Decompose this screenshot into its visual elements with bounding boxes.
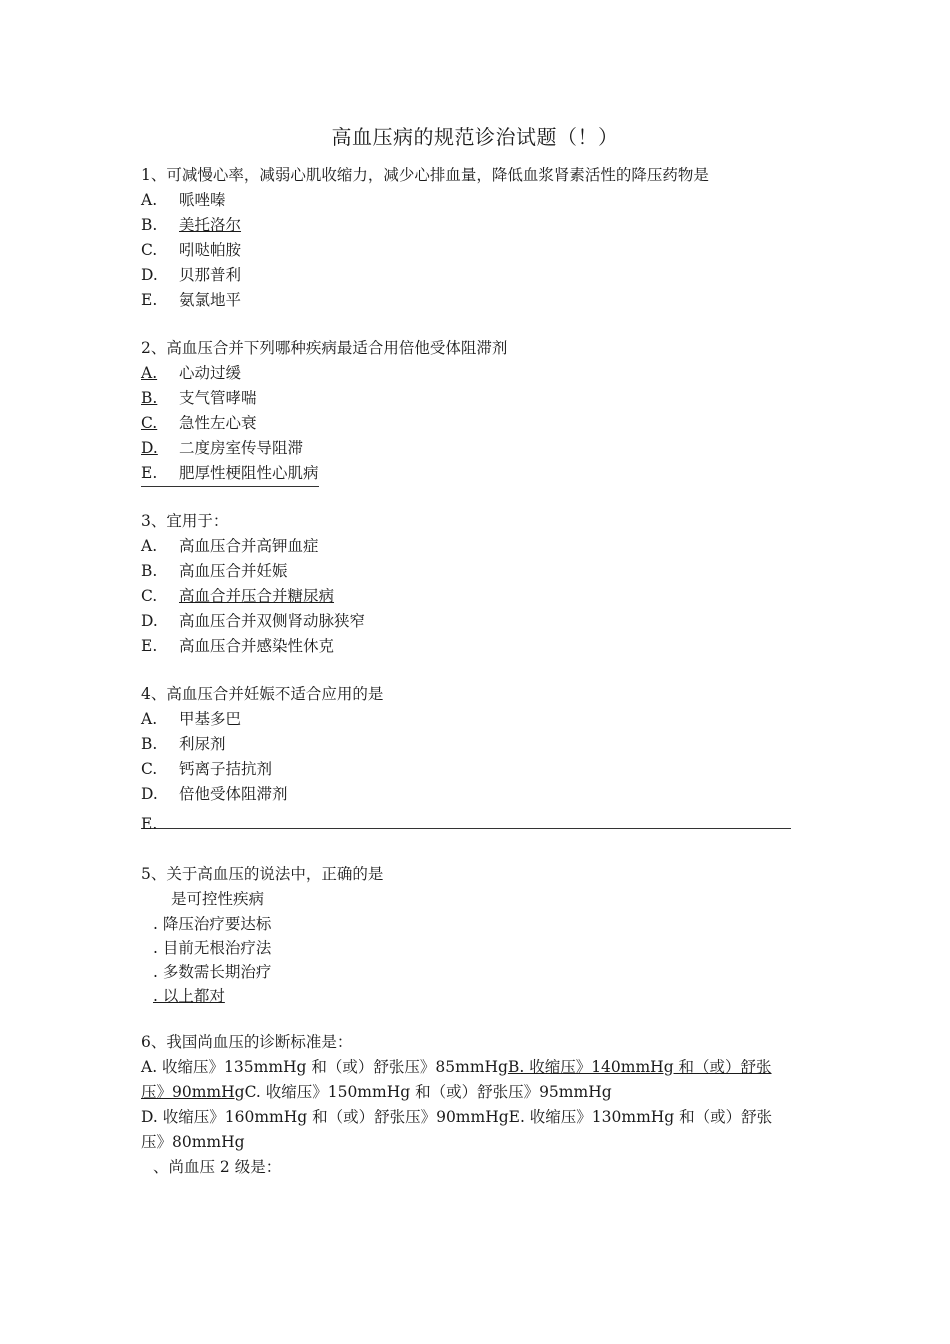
option-a: A. 心动过缓 [141,364,242,382]
answer-underlined: 压》90mmHg [141,1083,245,1101]
page-title: 高血压病的规范诊治试题（！） [331,125,619,149]
option-b: B. 支气管哮喘 [141,389,257,407]
option-a: A. 高血压合并高钾血症 [141,537,319,555]
option-item: 是可控性疾病 [171,890,265,908]
option-a: A. 哌唑嗪 [141,191,226,209]
question-7: 、尚血压 2 级是： [153,1158,282,1176]
question-stem: 6、我国尚血压的诊断标准是： [141,1033,353,1051]
question-stem: 2、高血压合并下列哪种疾病最适合用倍他受体阻滞剂 [141,339,508,357]
question-stem: 4、高血压合并妊娠不适合应用的是 [141,685,384,703]
option-line-1: A. 收缩压》135mmHg 和（或）舒张压》85mmHgB. 收缩压》140mmHg 和（或）舒张 [141,1058,772,1076]
option-e: E. 高血压合并感染性休克 [141,637,335,655]
answer-underlined: . 以上都对 [153,987,225,1005]
question-stem: 1、可减慢心率，减弱心肌收缩力，减少心排血量，降低血浆肾素活性的降压药物是 [141,166,709,184]
option-item [141,984,383,1008]
option-d: D. 高血压合并双侧肾动脉狭窄 [141,612,366,630]
answer-underlined: B. 收缩压》140mmHg 和（或）舒张 [507,1058,772,1076]
option-line-4: 压》80mmHg [141,1133,245,1151]
question-6 [141,1030,772,1155]
question-2 [141,336,507,486]
option-e: E. 氨氯地平 [141,291,242,309]
question-stem: 3、宜用于： [141,512,229,530]
option-b: B. 美托洛尔 [141,216,242,234]
option-b: B. 利尿剂 [141,735,226,753]
option-c: C. 高血合并压合并糖尿病 [141,587,335,605]
question-stem: 5、关于高血压的说法中，正确的是 [141,865,384,883]
option-item: . 目前无根治疗法 [153,939,272,957]
option-b: B. 高血压合并妊娠 [141,562,288,580]
option-e [141,812,791,837]
option-d: D. 二度房室传导阻滞 [141,439,304,457]
question-1 [141,163,709,313]
question-5 [141,862,383,1008]
option-item: . 降压治疗要达标 [153,915,272,933]
option-d: D. 倍他受体阻滞剂 [141,785,288,803]
option-c: C. 钙离子拮抗剂 [141,760,273,778]
answer-underlined: 高血合并压合并糖尿病 [179,587,335,605]
option-line-2: 压》90mmHgC. 收缩压》150mmHg 和（或）舒张压》95mmHg [141,1083,612,1101]
question-4 [141,682,791,837]
option-d: D. 贝那普利 [141,266,242,284]
option-c: C. 急性左心衰 [141,414,257,432]
answer-blank-line: E. [141,812,791,829]
question-3 [141,509,365,659]
answer-underlined: E. 肥厚性梗阻性心肌病 [141,461,319,487]
option-a: A. 甲基多巴 [141,710,242,728]
option-c: C. 吲哒帕胺 [141,241,242,259]
option-e [141,461,507,486]
option-item: . 多数需长期治疗 [153,963,272,981]
answer-underlined: 美托洛尔 [179,216,242,234]
option-line-3: D. 收缩压》160mmHg 和（或）舒张压》90mmHgE. 收缩压》130mmHg 和（或）舒张 [141,1108,773,1126]
